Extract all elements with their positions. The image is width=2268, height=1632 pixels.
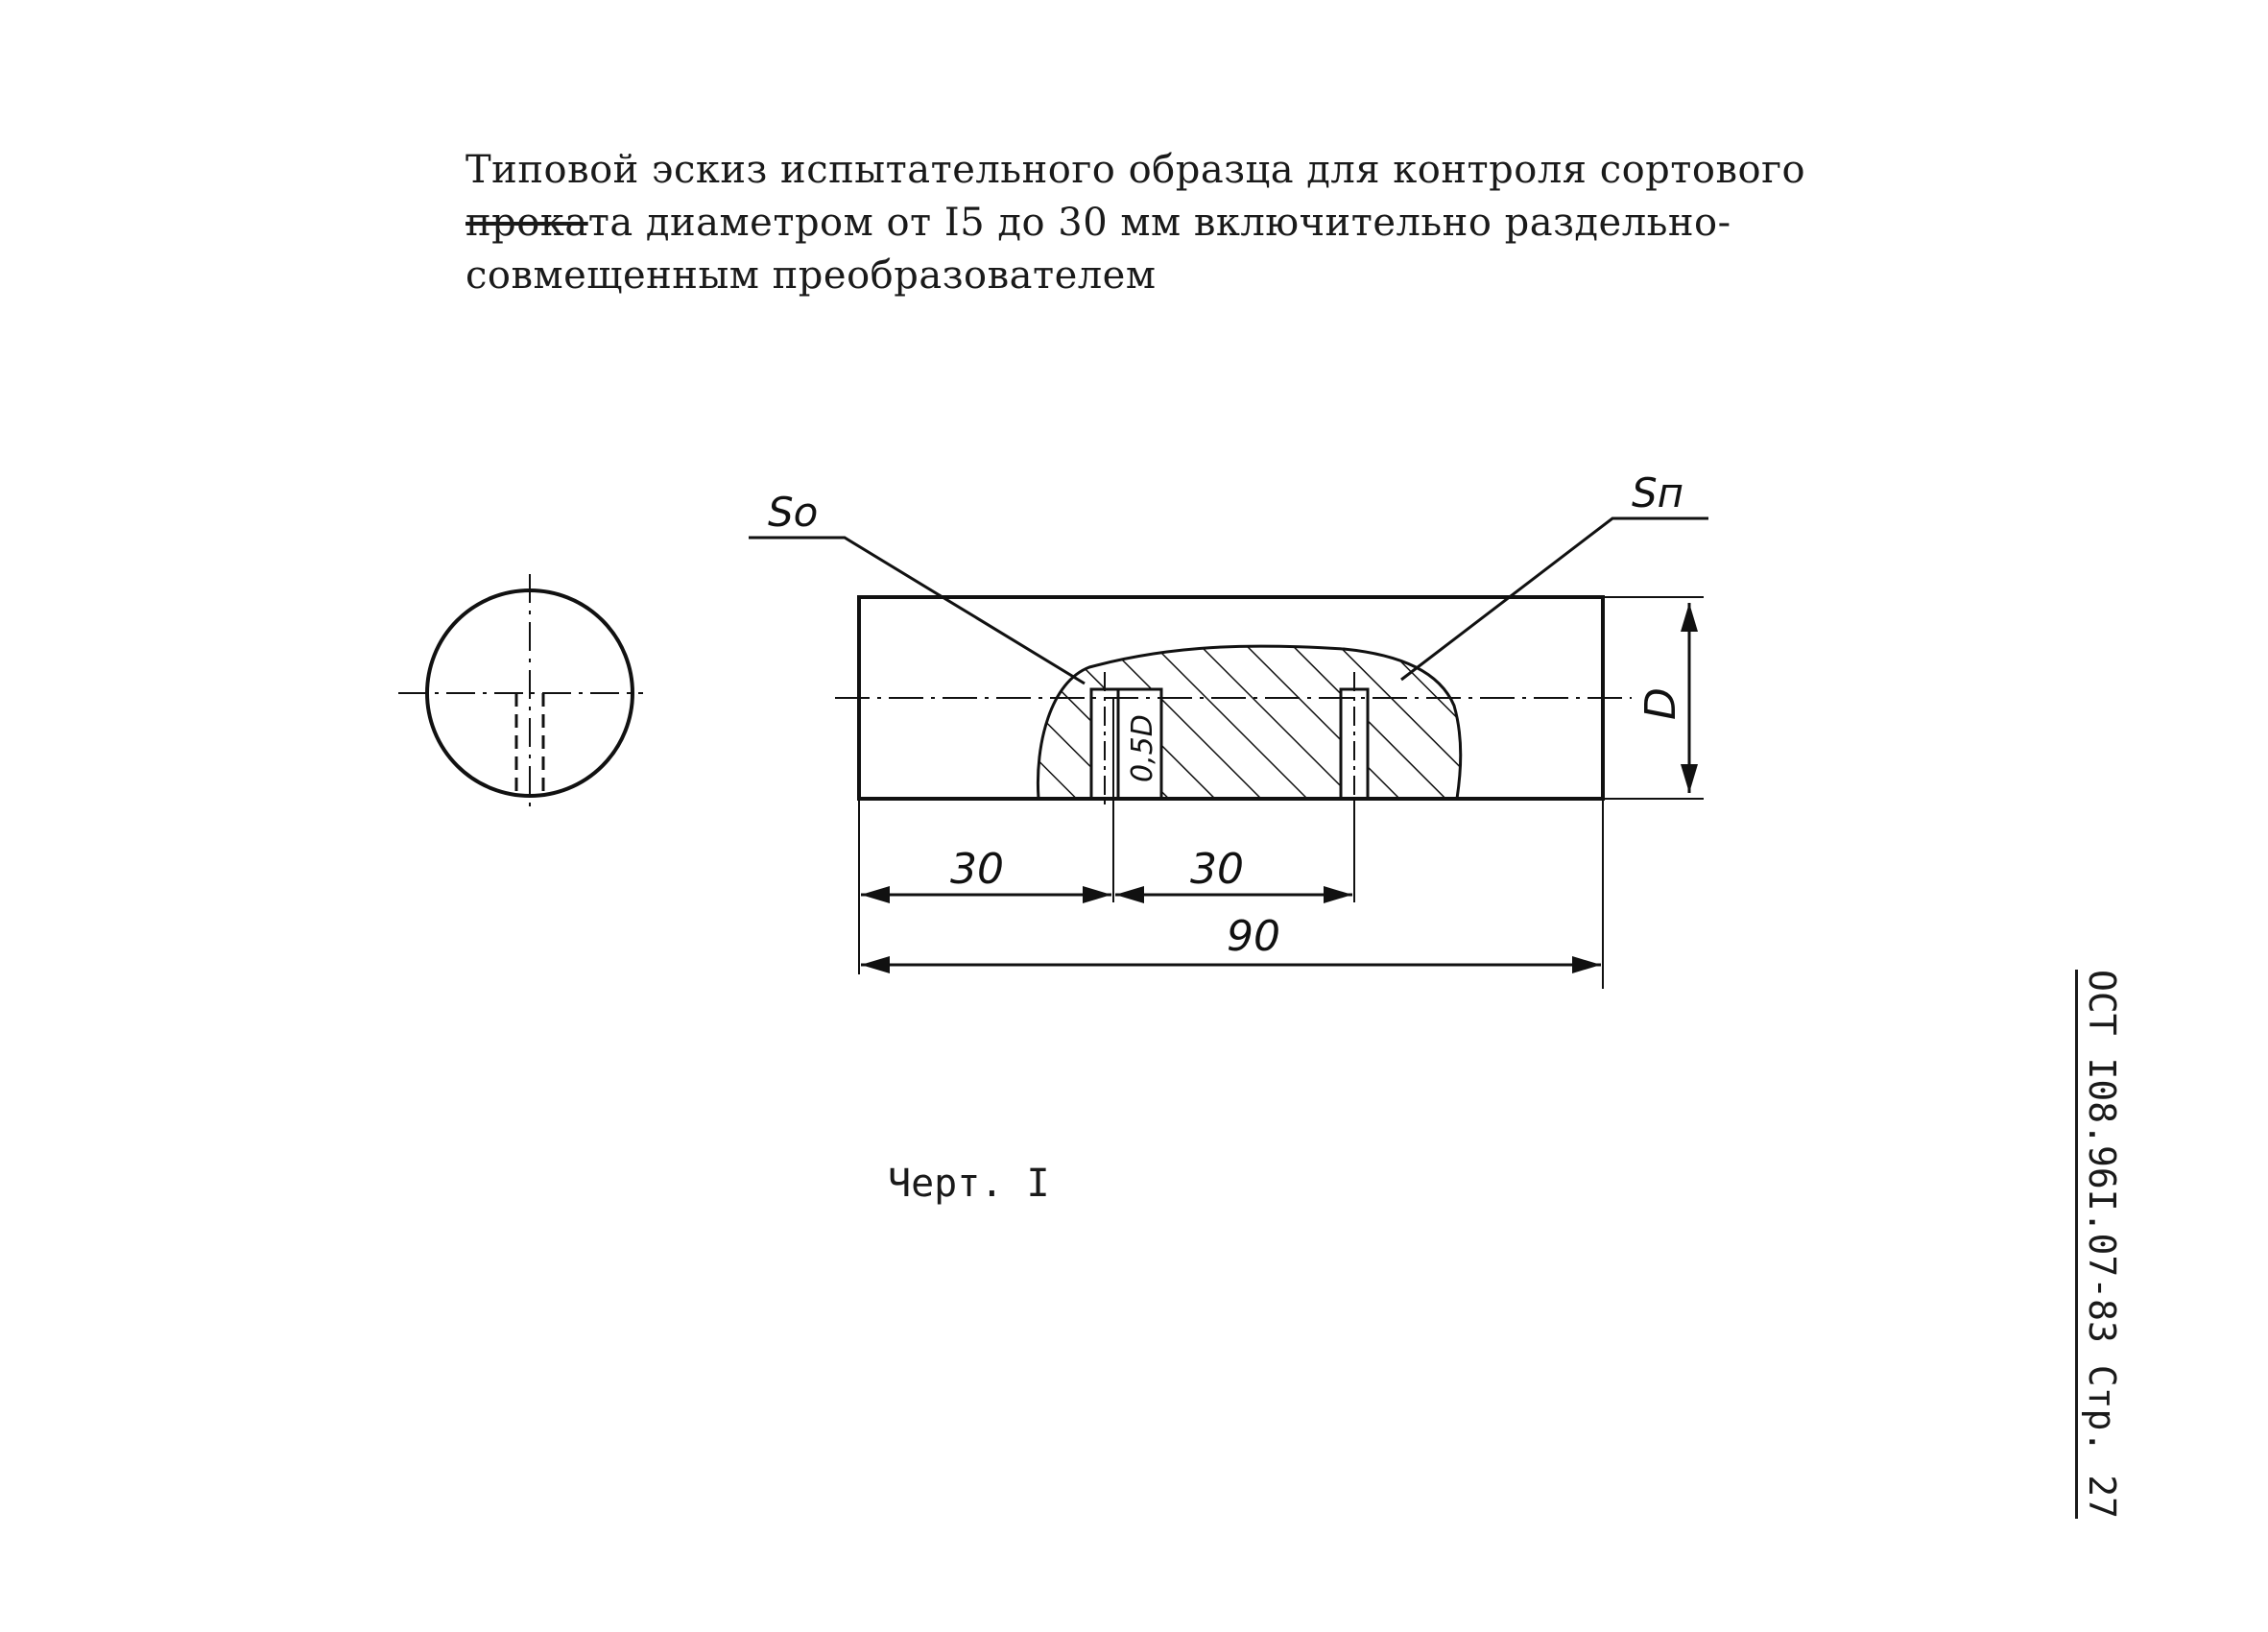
- label-dim-middle: 30: [1190, 845, 1244, 894]
- label-half-d: 0,5D: [1126, 714, 1159, 782]
- heading-line-1: Типовой эскиз испытательного образца для контроля сортового: [466, 148, 1806, 192]
- document-code: ОСТ I08.96I.07-83 Стр. 27: [2075, 970, 2126, 1519]
- label-sn: Sп: [1632, 469, 1684, 516]
- heading-line-3: совмещенным преобразователем: [466, 253, 1157, 298]
- label-dim-left: 30: [950, 845, 1004, 894]
- heading-line-2-rest: та диаметром от I5 до 30 мм включительно раздельно-: [587, 201, 1731, 245]
- label-dim-total: 90: [1227, 912, 1280, 961]
- end-view: [398, 574, 643, 814]
- label-d: D: [1636, 687, 1685, 720]
- label-so: So: [768, 489, 819, 536]
- drawing-caption: Черт. I: [888, 1162, 1050, 1206]
- leader-so: [749, 538, 1085, 684]
- heading-struck-fragment: прока: [466, 201, 588, 245]
- document-code-block: [2054, 970, 2140, 1519]
- side-view: [749, 469, 1708, 989]
